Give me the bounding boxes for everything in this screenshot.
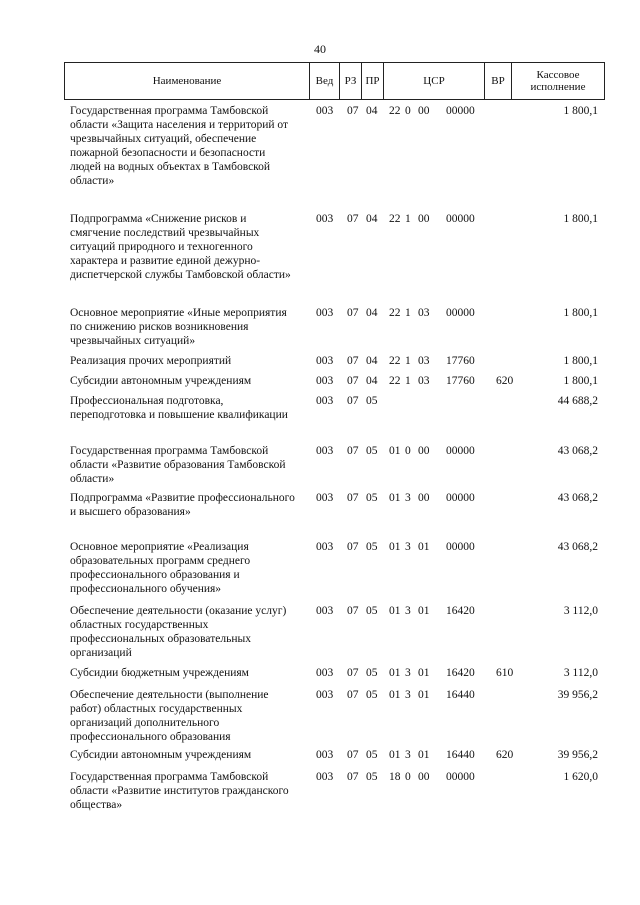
- row-csr-subprogram: 1: [405, 355, 411, 367]
- row-csr-program: 01: [389, 667, 401, 679]
- row-csr-direction: 00000: [446, 445, 475, 457]
- header-amount: [512, 63, 604, 99]
- row-amount: 43 068,2: [557, 541, 598, 553]
- row-pr: 04: [366, 375, 378, 387]
- row-csr-program: 22: [389, 355, 401, 367]
- row-csr-subprogram: 1: [405, 375, 411, 387]
- row-pr: 05: [366, 395, 378, 407]
- header-ved: Вед: [310, 63, 340, 99]
- row-amount: 39 956,2: [557, 689, 598, 701]
- row-name: Подпрограмма «Снижение рисков и смягчение последствий чрезвычайных ситуаций природного и техногенного характера и развитие единой дежурно-диспетчерской службы Тамбовской области»: [70, 213, 291, 281]
- row-amount: 1 620,0: [563, 771, 598, 783]
- row-csr-event: 01: [418, 667, 430, 679]
- row-amount: 3 112,0: [563, 667, 598, 679]
- row-name: Основное мероприятие «Реализация образовательных программ среднего профессионального образования и профессионального обучения»: [70, 541, 251, 595]
- row-amount: 1 800,1: [563, 307, 598, 319]
- row-amount: 3 112,0: [563, 605, 598, 617]
- page-number: 40: [314, 42, 326, 56]
- row-csr-event: 01: [418, 605, 430, 617]
- row-csr-subprogram: 0: [405, 105, 411, 117]
- row-csr-direction: 16420: [446, 605, 475, 617]
- row-pr: 05: [366, 771, 378, 783]
- header-vr: ВР: [485, 63, 512, 99]
- row-csr-subprogram: 0: [405, 445, 411, 457]
- row-vr: 610: [496, 667, 514, 679]
- row-csr-event: 03: [418, 355, 430, 367]
- row-csr-program: 22: [389, 105, 401, 117]
- row-csr-direction: 00000: [446, 307, 475, 319]
- row-rz: 07: [347, 541, 359, 553]
- row-csr-direction: 16440: [446, 749, 475, 761]
- row-rz: 07: [347, 375, 359, 387]
- row-csr-subprogram: 3: [405, 605, 411, 617]
- row-csr-direction: 17760: [446, 355, 475, 367]
- row-csr-subprogram: 3: [405, 541, 411, 553]
- row-amount: 44 688,2: [557, 395, 598, 407]
- row-name: Обеспечение деятельности (выполнение работ) областных государственных организаций дополнительного профессионального образования: [70, 689, 269, 743]
- row-pr: 05: [366, 445, 378, 457]
- row-ved: 003: [316, 355, 334, 367]
- row-amount: 1 800,1: [563, 355, 598, 367]
- row-rz: 07: [347, 605, 359, 617]
- row-csr-program: 18: [389, 771, 401, 783]
- row-csr-direction: 00000: [446, 771, 475, 783]
- row-pr: 05: [366, 541, 378, 553]
- row-ved: 003: [316, 375, 334, 387]
- row-csr-direction: 00000: [446, 105, 475, 117]
- row-csr-program: 01: [389, 689, 401, 701]
- row-ved: 003: [316, 307, 334, 319]
- row-amount: 43 068,2: [557, 445, 598, 457]
- row-csr-subprogram: 3: [405, 492, 411, 504]
- row-csr-program: 01: [389, 605, 401, 617]
- row-pr: 04: [366, 213, 378, 225]
- header-amount-line2: исполнение: [530, 81, 586, 93]
- row-rz: 07: [347, 307, 359, 319]
- row-pr: 05: [366, 749, 378, 761]
- row-pr: 04: [366, 105, 378, 117]
- row-name: Профессиональная подготовка, переподготовка и повышение квалификации: [70, 395, 288, 421]
- row-csr-subprogram: 1: [405, 307, 411, 319]
- row-csr-program: 01: [389, 749, 401, 761]
- row-amount: 1 800,1: [563, 105, 598, 117]
- row-csr-subprogram: 3: [405, 749, 411, 761]
- row-csr-direction: 17760: [446, 375, 475, 387]
- row-name: Субсидии бюджетным учреждениям: [70, 667, 249, 679]
- row-amount: 39 956,2: [557, 749, 598, 761]
- row-csr-direction: 00000: [446, 492, 475, 504]
- row-csr-event: 01: [418, 541, 430, 553]
- row-name: Обеспечение деятельности (оказание услуг) областных государственных профессиональных образовательных организаций: [70, 605, 287, 659]
- row-rz: 07: [347, 213, 359, 225]
- row-csr-event: 01: [418, 689, 430, 701]
- row-name: Субсидии автономным учреждениям: [70, 749, 252, 761]
- row-ved: 003: [316, 213, 334, 225]
- row-csr-subprogram: 3: [405, 667, 411, 679]
- row-amount: 1 800,1: [563, 375, 598, 387]
- row-ved: 003: [316, 541, 334, 553]
- row-csr-program: 22: [389, 307, 401, 319]
- row-pr: 04: [366, 307, 378, 319]
- header-csr: ЦСР: [384, 63, 485, 99]
- row-name: Государственная программа Тамбовской области «Защита населения и территорий от чрезвычайных ситуаций, обеспечение пожарной безопасности и безопасности людей на водных объектах в Тамбовской области»: [70, 105, 289, 187]
- row-rz: 07: [347, 492, 359, 504]
- row-name: Подпрограмма «Развитие профессионального и высшего образования»: [70, 492, 295, 518]
- row-csr-direction: 16440: [446, 689, 475, 701]
- row-rz: 07: [347, 771, 359, 783]
- row-name: Государственная программа Тамбовской области «Развитие образования Тамбовской области»: [70, 445, 286, 485]
- row-ved: 003: [316, 492, 334, 504]
- row-ved: 003: [316, 771, 334, 783]
- row-rz: 07: [347, 395, 359, 407]
- row-vr: 620: [496, 749, 514, 761]
- row-vr: 620: [496, 375, 514, 387]
- row-csr-subprogram: 3: [405, 689, 411, 701]
- row-name: Основное мероприятие «Иные мероприятия по снижению рисков возникновения чрезвычайных ситуаций»: [70, 307, 287, 347]
- row-csr-event: 03: [418, 375, 430, 387]
- row-csr-direction: 00000: [446, 213, 475, 225]
- row-ved: 003: [316, 445, 334, 457]
- row-csr-program: 22: [389, 213, 401, 225]
- row-csr-event: 00: [418, 213, 430, 225]
- row-rz: 07: [347, 749, 359, 761]
- row-csr-event: 01: [418, 749, 430, 761]
- row-csr-event: 00: [418, 105, 430, 117]
- row-csr-event: 00: [418, 771, 430, 783]
- header-rz: РЗ: [340, 63, 362, 99]
- row-ved: 003: [316, 395, 334, 407]
- row-name: Реализация прочих мероприятий: [70, 355, 232, 367]
- header-name: Наименование: [65, 63, 310, 99]
- row-name: Субсидии автономным учреждениям: [70, 375, 252, 387]
- row-rz: 07: [347, 355, 359, 367]
- row-csr-direction: 16420: [446, 667, 475, 679]
- row-ved: 003: [316, 605, 334, 617]
- row-rz: 07: [347, 105, 359, 117]
- row-csr-program: 01: [389, 445, 401, 457]
- row-name: Государственная программа Тамбовской области «Развитие институтов гражданского общества»: [70, 771, 289, 811]
- row-pr: 05: [366, 492, 378, 504]
- row-csr-subprogram: 0: [405, 771, 411, 783]
- row-amount: 1 800,1: [563, 213, 598, 225]
- row-ved: 003: [316, 105, 334, 117]
- row-pr: 05: [366, 689, 378, 701]
- row-pr: 05: [366, 667, 378, 679]
- row-ved: 003: [316, 749, 334, 761]
- row-csr-subprogram: 1: [405, 213, 411, 225]
- row-csr-event: 00: [418, 445, 430, 457]
- table-header: [64, 62, 605, 100]
- row-csr-direction: 00000: [446, 541, 475, 553]
- row-pr: 04: [366, 355, 378, 367]
- row-ved: 003: [316, 689, 334, 701]
- row-csr-program: 01: [389, 492, 401, 504]
- row-rz: 07: [347, 689, 359, 701]
- row-csr-program: 01: [389, 541, 401, 553]
- row-csr-event: 03: [418, 307, 430, 319]
- header-pr: ПР: [362, 63, 384, 99]
- row-pr: 05: [366, 605, 378, 617]
- row-amount: 43 068,2: [557, 492, 598, 504]
- row-rz: 07: [347, 667, 359, 679]
- row-csr-program: 22: [389, 375, 401, 387]
- row-rz: 07: [347, 445, 359, 457]
- row-csr-event: 00: [418, 492, 430, 504]
- row-ved: 003: [316, 667, 334, 679]
- header-amount-line1: Кассовое: [536, 69, 580, 81]
